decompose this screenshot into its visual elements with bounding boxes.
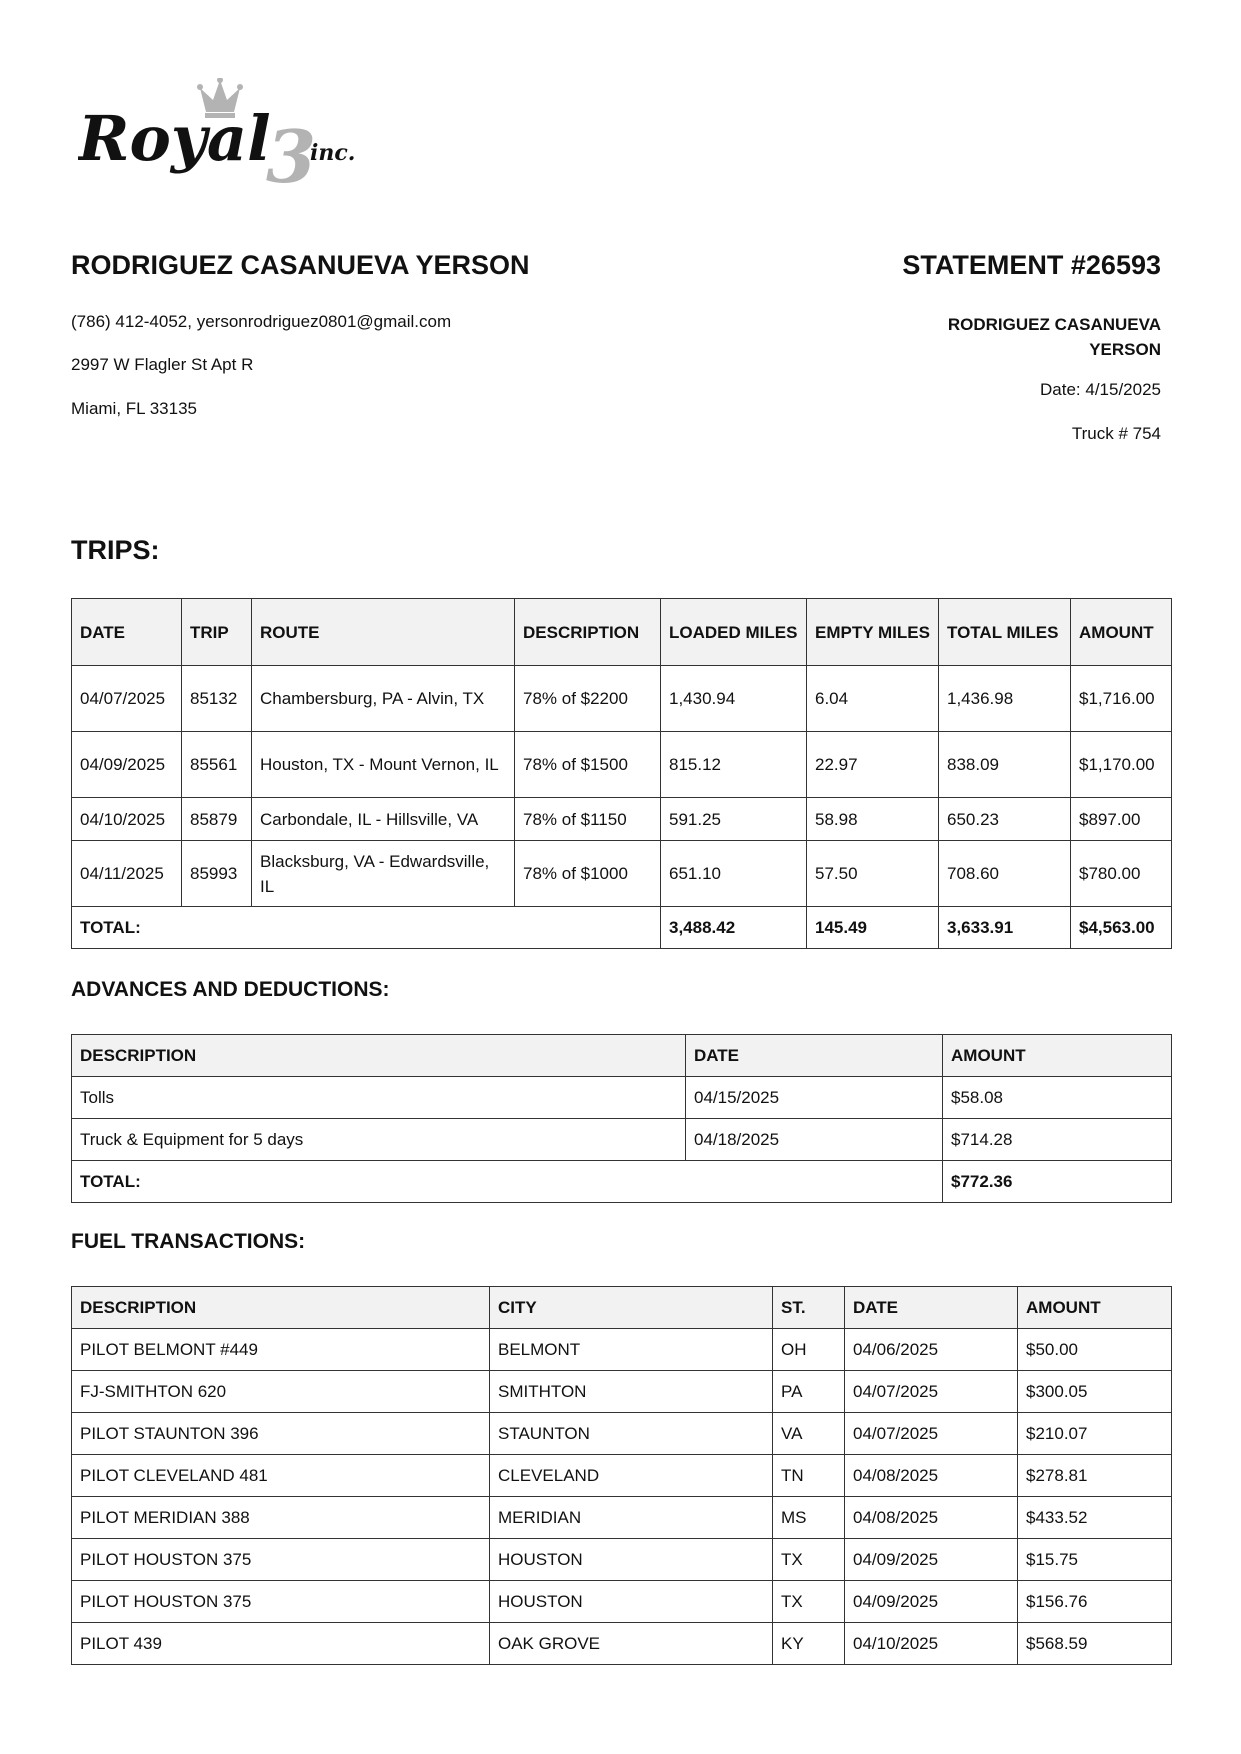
driver-address-line2: Miami, FL 33135 — [71, 399, 197, 418]
trip-route: Houston, TX - Mount Vernon, IL — [252, 732, 515, 798]
fuel-city: BELMONT — [490, 1329, 773, 1371]
trip-total-miles: 838.09 — [939, 732, 1071, 798]
fuel-section-title: FUEL TRANSACTIONS: — [71, 1230, 306, 1253]
column-header: DESCRIPTION — [72, 1287, 490, 1329]
bill-to-name — [901, 312, 1161, 362]
column-header: CITY — [490, 1287, 773, 1329]
royal3-logo-graphic — [78, 78, 398, 190]
column-header: LOADED MILES — [661, 599, 807, 666]
advances-total-row — [72, 1161, 1172, 1203]
fuel-date: 04/06/2025 — [845, 1329, 1018, 1371]
trip-total-miles: 1,436.98 — [939, 666, 1071, 732]
logo-wordmark: Royal — [78, 102, 271, 175]
trip-loaded-miles: 1,430.94 — [661, 666, 807, 732]
total-empty-miles: 145.49 — [807, 907, 939, 949]
trip-description: 78% of $2200 — [515, 666, 661, 732]
table-row — [72, 1623, 1172, 1665]
fuel-amount: $50.00 — [1018, 1329, 1172, 1371]
fuel-city: HOUSTON — [490, 1581, 773, 1623]
trip-empty-miles: 57.50 — [807, 841, 939, 907]
trip-route: Chambersburg, PA - Alvin, TX — [252, 666, 515, 732]
fuel-date: 04/08/2025 — [845, 1497, 1018, 1539]
trip-date: 04/10/2025 — [72, 798, 182, 841]
fuel-date: 04/08/2025 — [845, 1455, 1018, 1497]
table-row — [72, 1455, 1172, 1497]
trip-amount: $780.00 — [1071, 841, 1172, 907]
trip-empty-miles: 22.97 — [807, 732, 939, 798]
fuel-description: PILOT HOUSTON 375 — [72, 1539, 490, 1581]
fuel-state: KY — [773, 1623, 845, 1665]
fuel-state: TX — [773, 1581, 845, 1623]
fuel-header-row — [72, 1287, 1172, 1329]
fuel-date: 04/07/2025 — [845, 1413, 1018, 1455]
trip-date: 04/07/2025 — [72, 666, 182, 732]
total-label: TOTAL: — [72, 907, 661, 949]
fuel-amount: $156.76 — [1018, 1581, 1172, 1623]
fuel-amount: $300.05 — [1018, 1371, 1172, 1413]
fuel-state: TN — [773, 1455, 845, 1497]
table-row — [72, 841, 1172, 907]
trip-number: 85879 — [182, 798, 252, 841]
trip-route: Carbondale, IL - Hillsville, VA — [252, 798, 515, 841]
table-row — [72, 1497, 1172, 1539]
fuel-date: 04/09/2025 — [845, 1539, 1018, 1581]
fuel-amount: $15.75 — [1018, 1539, 1172, 1581]
fuel-state: OH — [773, 1329, 845, 1371]
fuel-city: SMITHTON — [490, 1371, 773, 1413]
trip-total-miles: 650.23 — [939, 798, 1071, 841]
advance-description: Tolls — [72, 1077, 686, 1119]
advance-description: Truck & Equipment for 5 days — [72, 1119, 686, 1161]
fuel-amount: $210.07 — [1018, 1413, 1172, 1455]
driver-address-line1: 2997 W Flagler St Apt R — [71, 355, 254, 374]
table-row — [72, 1413, 1172, 1455]
statement-title: STATEMENT #26593 — [902, 250, 1161, 280]
trip-empty-miles: 58.98 — [807, 798, 939, 841]
column-header: DATE — [686, 1035, 943, 1077]
table-row — [72, 732, 1172, 798]
fuel-description: PILOT BELMONT #449 — [72, 1329, 490, 1371]
fuel-date: 04/07/2025 — [845, 1371, 1018, 1413]
total-loaded-miles: 3,488.42 — [661, 907, 807, 949]
fuel-date: 04/09/2025 — [845, 1581, 1018, 1623]
fuel-city: OAK GROVE — [490, 1623, 773, 1665]
company-logo — [78, 78, 398, 190]
fuel-table — [71, 1286, 1172, 1665]
column-header: DATE — [845, 1287, 1018, 1329]
fuel-date: 04/10/2025 — [845, 1623, 1018, 1665]
trip-empty-miles: 6.04 — [807, 666, 939, 732]
fuel-amount: $568.59 — [1018, 1623, 1172, 1665]
fuel-amount: $433.52 — [1018, 1497, 1172, 1539]
table-row — [72, 1371, 1172, 1413]
trip-loaded-miles: 651.10 — [661, 841, 807, 907]
trip-description: 78% of $1500 — [515, 732, 661, 798]
table-row — [72, 1329, 1172, 1371]
table-row — [72, 1077, 1172, 1119]
bill-to-line1: RODRIGUEZ CASANUEVA — [947, 315, 1161, 334]
table-row — [72, 1539, 1172, 1581]
advances-header-row — [72, 1035, 1172, 1077]
table-row — [72, 666, 1172, 732]
advance-date: 04/18/2025 — [686, 1119, 943, 1161]
fuel-state: MS — [773, 1497, 845, 1539]
fuel-description: PILOT STAUNTON 396 — [72, 1413, 490, 1455]
column-header: AMOUNT — [1071, 599, 1172, 666]
bill-to-line2: YERSON — [1089, 340, 1161, 359]
trip-number: 85993 — [182, 841, 252, 907]
driver-contact: (786) 412-4052, yersonrodriguez0801@gmail.com — [71, 312, 452, 331]
column-header: ROUTE — [252, 599, 515, 666]
fuel-city: MERIDIAN — [490, 1497, 773, 1539]
driver-name: RODRIGUEZ CASANUEVA YERSON — [71, 250, 530, 280]
trip-loaded-miles: 815.12 — [661, 732, 807, 798]
fuel-city: HOUSTON — [490, 1539, 773, 1581]
trip-number: 85561 — [182, 732, 252, 798]
advance-amount: $58.08 — [943, 1077, 1172, 1119]
total-amount: $4,563.00 — [1071, 907, 1172, 949]
fuel-city: CLEVELAND — [490, 1455, 773, 1497]
trip-amount: $897.00 — [1071, 798, 1172, 841]
fuel-description: PILOT HOUSTON 375 — [72, 1581, 490, 1623]
trip-route: Blacksburg, VA - Edwardsville, IL — [252, 841, 515, 907]
trip-date: 04/09/2025 — [72, 732, 182, 798]
truck-number: Truck # 754 — [1071, 424, 1161, 443]
fuel-description: FJ-SMITHTON 620 — [72, 1371, 490, 1413]
logo-suffix: inc. — [310, 140, 356, 166]
fuel-state: PA — [773, 1371, 845, 1413]
trip-loaded-miles: 591.25 — [661, 798, 807, 841]
total-label: TOTAL: — [72, 1161, 943, 1203]
trip-total-miles: 708.60 — [939, 841, 1071, 907]
fuel-description: PILOT CLEVELAND 481 — [72, 1455, 490, 1497]
logo-numeral: 3 — [266, 114, 317, 190]
total-total-miles: 3,633.91 — [939, 907, 1071, 949]
advance-date: 04/15/2025 — [686, 1077, 943, 1119]
table-row — [72, 1119, 1172, 1161]
column-header: DESCRIPTION — [72, 1035, 686, 1077]
trip-description: 78% of $1150 — [515, 798, 661, 841]
trip-description: 78% of $1000 — [515, 841, 661, 907]
fuel-state: TX — [773, 1539, 845, 1581]
advances-section-title: ADVANCES AND DEDUCTIONS: — [71, 978, 390, 1001]
column-header: AMOUNT — [1018, 1287, 1172, 1329]
column-header: EMPTY MILES — [807, 599, 939, 666]
column-header: TOTAL MILES — [939, 599, 1071, 666]
trip-amount: $1,170.00 — [1071, 732, 1172, 798]
trips-total-row — [72, 907, 1172, 949]
advance-amount: $714.28 — [943, 1119, 1172, 1161]
table-row — [72, 798, 1172, 841]
column-header: AMOUNT — [943, 1035, 1172, 1077]
advances-total-amount: $772.36 — [943, 1161, 1172, 1203]
statement-date: Date: 4/15/2025 — [1040, 380, 1161, 399]
trip-date: 04/11/2025 — [72, 841, 182, 907]
fuel-city: STAUNTON — [490, 1413, 773, 1455]
fuel-amount: $278.81 — [1018, 1455, 1172, 1497]
column-header: DESCRIPTION — [515, 599, 661, 666]
trips-section-title: TRIPS: — [71, 535, 160, 565]
table-row — [72, 1581, 1172, 1623]
fuel-state: VA — [773, 1413, 845, 1455]
advances-table — [71, 1034, 1172, 1203]
fuel-description: PILOT 439 — [72, 1623, 490, 1665]
trips-table — [71, 598, 1172, 949]
fuel-description: PILOT MERIDIAN 388 — [72, 1497, 490, 1539]
trip-number: 85132 — [182, 666, 252, 732]
column-header: TRIP — [182, 599, 252, 666]
trips-header-row — [72, 599, 1172, 666]
column-header: ST. — [773, 1287, 845, 1329]
column-header: DATE — [72, 599, 182, 666]
trip-amount: $1,716.00 — [1071, 666, 1172, 732]
